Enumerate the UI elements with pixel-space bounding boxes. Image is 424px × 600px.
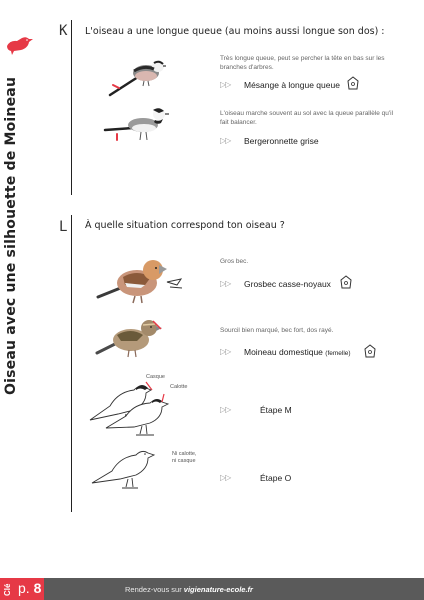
- k-item-1-arrow: ▷▷: [220, 80, 231, 89]
- no-cap-label-2: ni casque: [172, 458, 196, 464]
- page-number: [18, 580, 41, 596]
- no-cap-label-1: Ni calotte,: [172, 451, 197, 457]
- page-value: 8: [33, 580, 42, 596]
- k-item-2-answer[interactable]: Bergeronnette grise: [244, 136, 319, 146]
- cle-label: Clé: [3, 583, 12, 596]
- l-item-4-arrow: ▷▷: [220, 473, 231, 482]
- l-item-3-arrow: ▷▷: [220, 405, 231, 414]
- l-item-2-answer[interactable]: [244, 347, 351, 357]
- section-l-rule: [71, 215, 72, 512]
- footer-text: [125, 585, 253, 594]
- footer-prefix: Rendez-vous sur: [125, 585, 184, 594]
- k-item-1-answer[interactable]: Mésange à longue queue: [244, 80, 340, 90]
- l-item-1-arrow: ▷▷: [220, 279, 231, 288]
- casque-calotte-outline-birds: [88, 378, 178, 440]
- l-item-1-answer[interactable]: Grosbec casse-noyaux: [244, 279, 331, 289]
- footer-site-link[interactable]: vigienature-ecole.fr: [183, 585, 253, 594]
- wagtail-illustration: [103, 103, 173, 148]
- nest-box-icon: [340, 275, 352, 289]
- l-item-2-answer-name: Moineau domestique: [244, 347, 323, 357]
- l-item-2-arrow: ▷▷: [220, 347, 231, 356]
- l-item-2-answer-note: (femelle): [325, 350, 351, 357]
- section-l-question: À quelle situation correspond ton oiseau ?: [85, 220, 285, 231]
- section-k-rule: [71, 20, 72, 195]
- k-item-2-description: L'oiseau marche souvent au sol avec la queue parallèle qu'il fait balancer.: [220, 110, 394, 126]
- section-k-question: L'oiseau a une longue queue (au moins aussi longue son dos) :: [85, 26, 385, 37]
- red-bird-icon: [4, 34, 34, 56]
- house-sparrow-illustration: [95, 315, 170, 360]
- nest-box-icon: [364, 344, 376, 358]
- l-item-4-answer[interactable]: Étape O: [260, 473, 292, 483]
- nest-box-icon: [347, 76, 359, 90]
- side-title: Oiseau avec une silhouette de Moineau: [3, 76, 19, 395]
- casque-label: Casque: [146, 374, 165, 380]
- l-item-2-description: Sourcil bien marqué, bec fort, dos rayé.: [220, 327, 334, 334]
- k-item-1-description: Très longue queue, peut se percher la tête en bas sur les branches d'arbres.: [220, 55, 385, 71]
- calotte-label: Calotte: [170, 384, 188, 390]
- section-l-letter: L: [59, 219, 68, 235]
- l-item-1-description: Gros bec.: [220, 258, 249, 265]
- k-item-2-arrow: ▷▷: [220, 136, 231, 145]
- no-cap-outline-bird: [90, 443, 165, 495]
- page-prefix: p.: [18, 580, 30, 596]
- l-item-3-answer[interactable]: Étape M: [260, 405, 292, 415]
- section-k-letter: K: [59, 23, 68, 39]
- hawfinch-illustration: [95, 255, 190, 310]
- long-tailed-tit-illustration: [108, 55, 173, 100]
